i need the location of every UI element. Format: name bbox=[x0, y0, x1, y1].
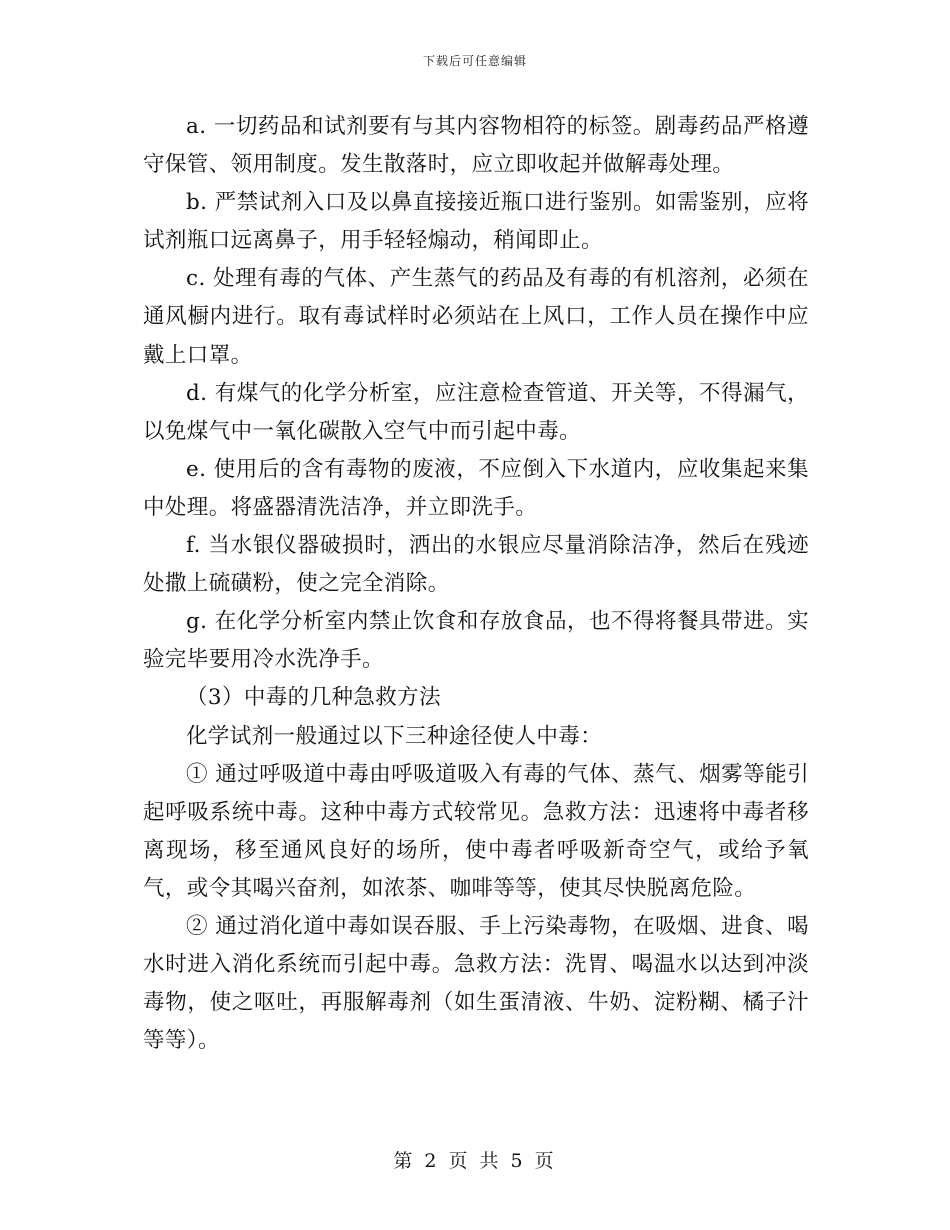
document-body bbox=[143, 108, 809, 1060]
page-header: 下载后可任意编辑 bbox=[422, 54, 527, 68]
paragraph-g: g. 在化学分析室内禁止饮食和存放食品，也不得将餐具带进。实验完毕要用冷水洗净手。 bbox=[143, 609, 809, 673]
intro-paragraph: 化学试剂一般通过以下三种途径使人中毒： bbox=[186, 723, 603, 749]
paragraph-b: b. 严禁试剂入口及以鼻直接接近瓶口进行鉴别。如需鉴别，应将试剂瓶口远离鼻子，用手轻轻煽动，稍闻即止。 bbox=[143, 190, 809, 254]
page-number: 第 2 页 共 5 页 bbox=[393, 1150, 557, 1172]
paragraph-c: c. 处理有毒的气体、产生蒸气的药品及有毒的有机溶剂，必须在通风橱内进行。取有毒试样时必须站在上风口，工作人员在操作中应戴上口罩。 bbox=[143, 266, 809, 368]
section-heading: （3）中毒的几种急救方法 bbox=[186, 685, 441, 711]
paragraph-d: d. 有煤气的化学分析室，应注意检查管道、开关等，不得漏气，以免煤气中一氧化碳散入空气中而引起中毒。 bbox=[143, 380, 809, 444]
paragraph-e: e. 使用后的含有毒物的废液，不应倒入下水道内，应收集起来集中处理。将盛器清洗洁净，并立即洗手。 bbox=[143, 456, 809, 520]
paragraph-a: a. 一切药品和试剂要有与其内容物相符的标签。剧毒药品严格遵守保管、领用制度。发生散落时，应立即收起并做解毒处理。 bbox=[143, 114, 809, 178]
list-item-digestive: ② 通过消化道中毒如误吞服、手上污染毒物，在吸烟、进食、喝水时进入消化系统而引起中毒。急救方法：洗胃、喝温水以达到冲淡毒物，使之呕吐，再服解毒剂（如生蛋清液、牛奶、淀粉糊、橘子汁等等）。 bbox=[143, 913, 809, 1054]
list-item-respiratory: ① 通过呼吸道中毒由呼吸道吸入有毒的气体、蒸气、烟雾等能引起呼吸系统中毒。这种中毒方式较常见。急救方法：迅速将中毒者移离现场，移至通风良好的场所，使中毒者呼吸新奇空气，或给予氧气，或令其喝兴奋剂，如浓茶、咖啡等等，使其尽快脱离危险。 bbox=[143, 761, 809, 901]
paragraph-f: f. 当水银仪器破损时，洒出的水银应尽量消除洁净，然后在残迹处撒上硫磺粉，使之完全消除。 bbox=[143, 533, 809, 597]
